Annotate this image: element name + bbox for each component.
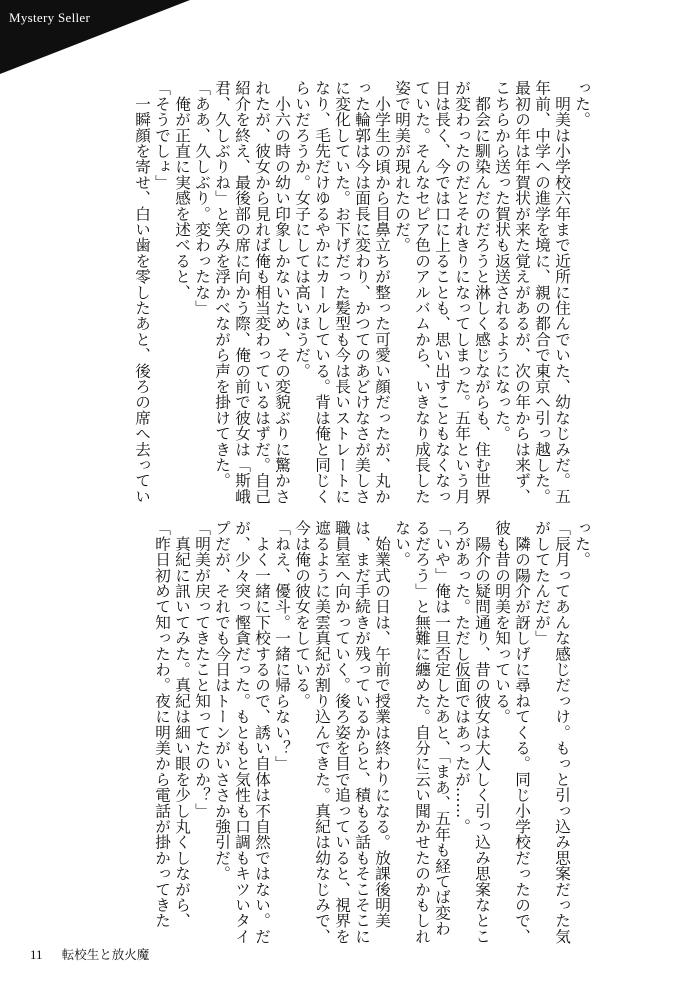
text-line: よく一緒に下校するので、誘い自体は不自然ではない。だ (253, 520, 271, 944)
text-line: こちらから送った賀状も返送されるようになった。 (493, 80, 511, 442)
text-line: った。 (573, 520, 591, 568)
text-line: 都会に馴染んだのだろうと淋しく感じながらも、住む世界 (473, 80, 491, 504)
text-line: 真紀に訊いてみた。真紀は細い眼を少し丸くしながら、 (173, 520, 191, 929)
text-line: 小学生の頃から目鼻立ちが整った可愛い顔だったが、丸か (373, 80, 391, 504)
text-line: 姿で明美が現れたのだ。 (393, 80, 411, 253)
text-line: 「昨日初めて知ったわ。夜に明美から電話が掛かってきた (153, 520, 171, 929)
text-line: ない。 (393, 520, 411, 568)
text-line: るだろう」と無難に纏めた。自分に云い聞かせたのかもしれ (413, 520, 431, 944)
text-line: ろがあった。ただし仮面ではあったが……。 (453, 520, 471, 834)
text-block-bottom (66, 520, 592, 944)
text-block-top (66, 80, 592, 504)
text-line: なり、毛先だけゆるやかにカールしている。背は俺と同じく (313, 80, 331, 504)
text-line: れたが、彼女から見れば俺も相当変わっているはずだ。自己 (253, 80, 271, 504)
text-line: 始業式の日は、午前で授業は終わりになる。放課後明美 (373, 520, 391, 929)
text-line: らいだろうか。女子にしては高いほうだ。 (293, 80, 311, 379)
page-footer (30, 945, 149, 963)
text-line: った。 (573, 80, 591, 128)
text-line: 「辰月ってあんな感じだっけ。もっと引っ込み思案だった気 (553, 520, 571, 944)
text-line: 俺が正直に実感を述べると、 (173, 80, 191, 300)
text-line: 「ああ、久しぶり。変わったな」 (193, 80, 211, 316)
text-line: 年前、中学への進学を境に、親の都合で東京へ引っ越した。 (533, 80, 551, 504)
text-line: 今は俺の彼女をしている。 (293, 520, 311, 709)
text-line: 職員室へ向かっていく。後ろ姿を目で追っていると、視界を (333, 520, 351, 944)
text-line: 最初の年は年賀状が来た覚えがあるが、次の年からは来ず、 (513, 80, 531, 504)
text-line: ていた。そんなセピア色のアルバムから、いきなり成長した (413, 80, 431, 504)
text-line: った輪郭は今は面長に変わり、かつてのあどけなさが美しさ (353, 80, 371, 504)
text-line: 「ねえ、優斗。一緒に帰らない？」 (273, 520, 291, 772)
text-line: が、少々突っ慳貪だった。もともと気性も口調もキツいタイ (233, 520, 251, 944)
book-title: 転校生と放火魔 (61, 947, 150, 962)
text-line: 紹介を終え、最後部の席に向かう際、俺の前で彼女は「斯峨 (233, 80, 251, 504)
text-line: に変化していた。お下げだった髪型も今は長いストレートに (333, 80, 351, 504)
text-line: 彼も昔の明美を知っている。 (493, 520, 511, 725)
text-line: 小六の時の幼い印象しかないため、その変貌ぶりに驚かさ (273, 80, 291, 504)
page-number: 11 (30, 947, 43, 962)
text-line: 「そうでしょ」 (153, 80, 171, 190)
text-line: 日は長く、今では口に上ることも、思い出すこともなくなっ (433, 80, 451, 504)
text-line: 隣の陽介が訝しげに尋ねてくる。同じ小学校だったので、 (513, 520, 531, 944)
text-line: 「いや」俺は一旦否定したあと、「まあ、五年も経てば変わ (433, 520, 451, 937)
text-line: プだが、それでも今日はトーンがいささか強引だ。 (213, 520, 231, 882)
text-line: 「明美が戻ってきたこと知ってたのか？」 (193, 520, 211, 819)
text-line: が変わったのだとそれきりになってしまった。五年という月 (453, 80, 471, 504)
text-line: がしてたんだが」 (533, 520, 551, 646)
series-title: Mystery Seller (9, 10, 91, 25)
text-line: 陽介の疑問通り、昔の彼女は大人しく引っ込み思案なとこ (473, 520, 491, 944)
text-line: 一瞬顔を寄せ、白い歯を零したあと、後ろの席へ去ってい (133, 80, 151, 504)
text-line: 遮るように美雲真紀が割り込んできた。真紀は幼なじみで、 (313, 520, 331, 944)
text-line: は、まだ手続きが残っているからと、積もる話もそこそこに (353, 520, 371, 944)
text-line: 明美は小学校六年まで近所に住んでいた、幼なじみだ。五 (553, 80, 571, 504)
text-line: 君、久しぶりね」と笑みを浮かべながら声を掛けてきた。 (213, 80, 231, 489)
